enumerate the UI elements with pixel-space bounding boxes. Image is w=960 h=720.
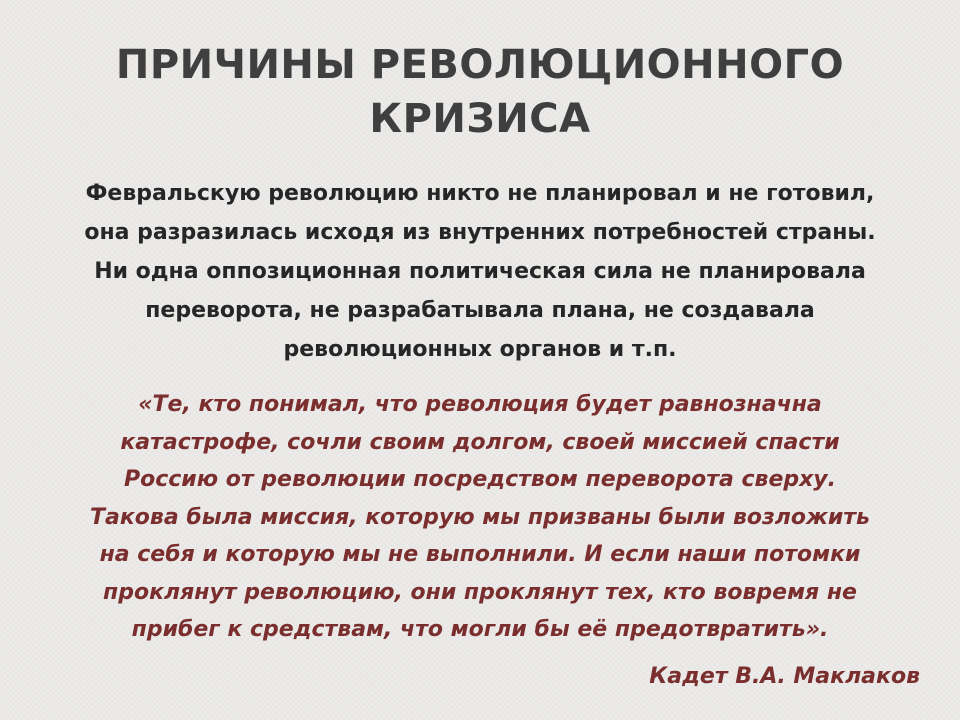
lead-line: Февральскую революцию никто не планировал и не готовил, <box>85 181 875 206</box>
quote-author: Кадет В.А. Маклаков <box>649 664 920 689</box>
lead-paragraph <box>30 174 930 369</box>
quote-line: прибег к средствам, что могли бы её предотвратить». <box>131 617 829 642</box>
quote-line: проклянут революцию, они проклянут тех, кто вовремя не <box>103 579 857 605</box>
slide-title-line: ПРИЧИНЫ РЕВОЛЮЦИОННОГО <box>115 42 845 88</box>
quote-line: Такова была миссия, которую мы призваны были возложить <box>90 504 870 530</box>
quote-line: на себя и которую мы не выполнили. И если наши потомки <box>99 542 861 567</box>
slide-title-line: КРИЗИСА <box>369 96 591 142</box>
quote-paragraph <box>20 386 940 649</box>
quote-line: катастрофе, сочли своим долгом, своей миссией спасти <box>120 429 840 455</box>
lead-line: она разразилась исходя из внутренних потребностей страны. <box>84 220 876 245</box>
lead-line: переворота, не разрабатывала плана, не создавала <box>145 298 815 323</box>
lead-line: революционных органов и т.п. <box>283 337 677 362</box>
lead-line: Ни одна оппозиционная политическая сила не планировала <box>94 259 866 284</box>
quote-line: Россию от революции посредством переворота сверху. <box>123 467 837 492</box>
quote-line: «Те, кто понимал, что революция будет равнозначна <box>138 392 822 417</box>
slide-title <box>40 38 920 146</box>
